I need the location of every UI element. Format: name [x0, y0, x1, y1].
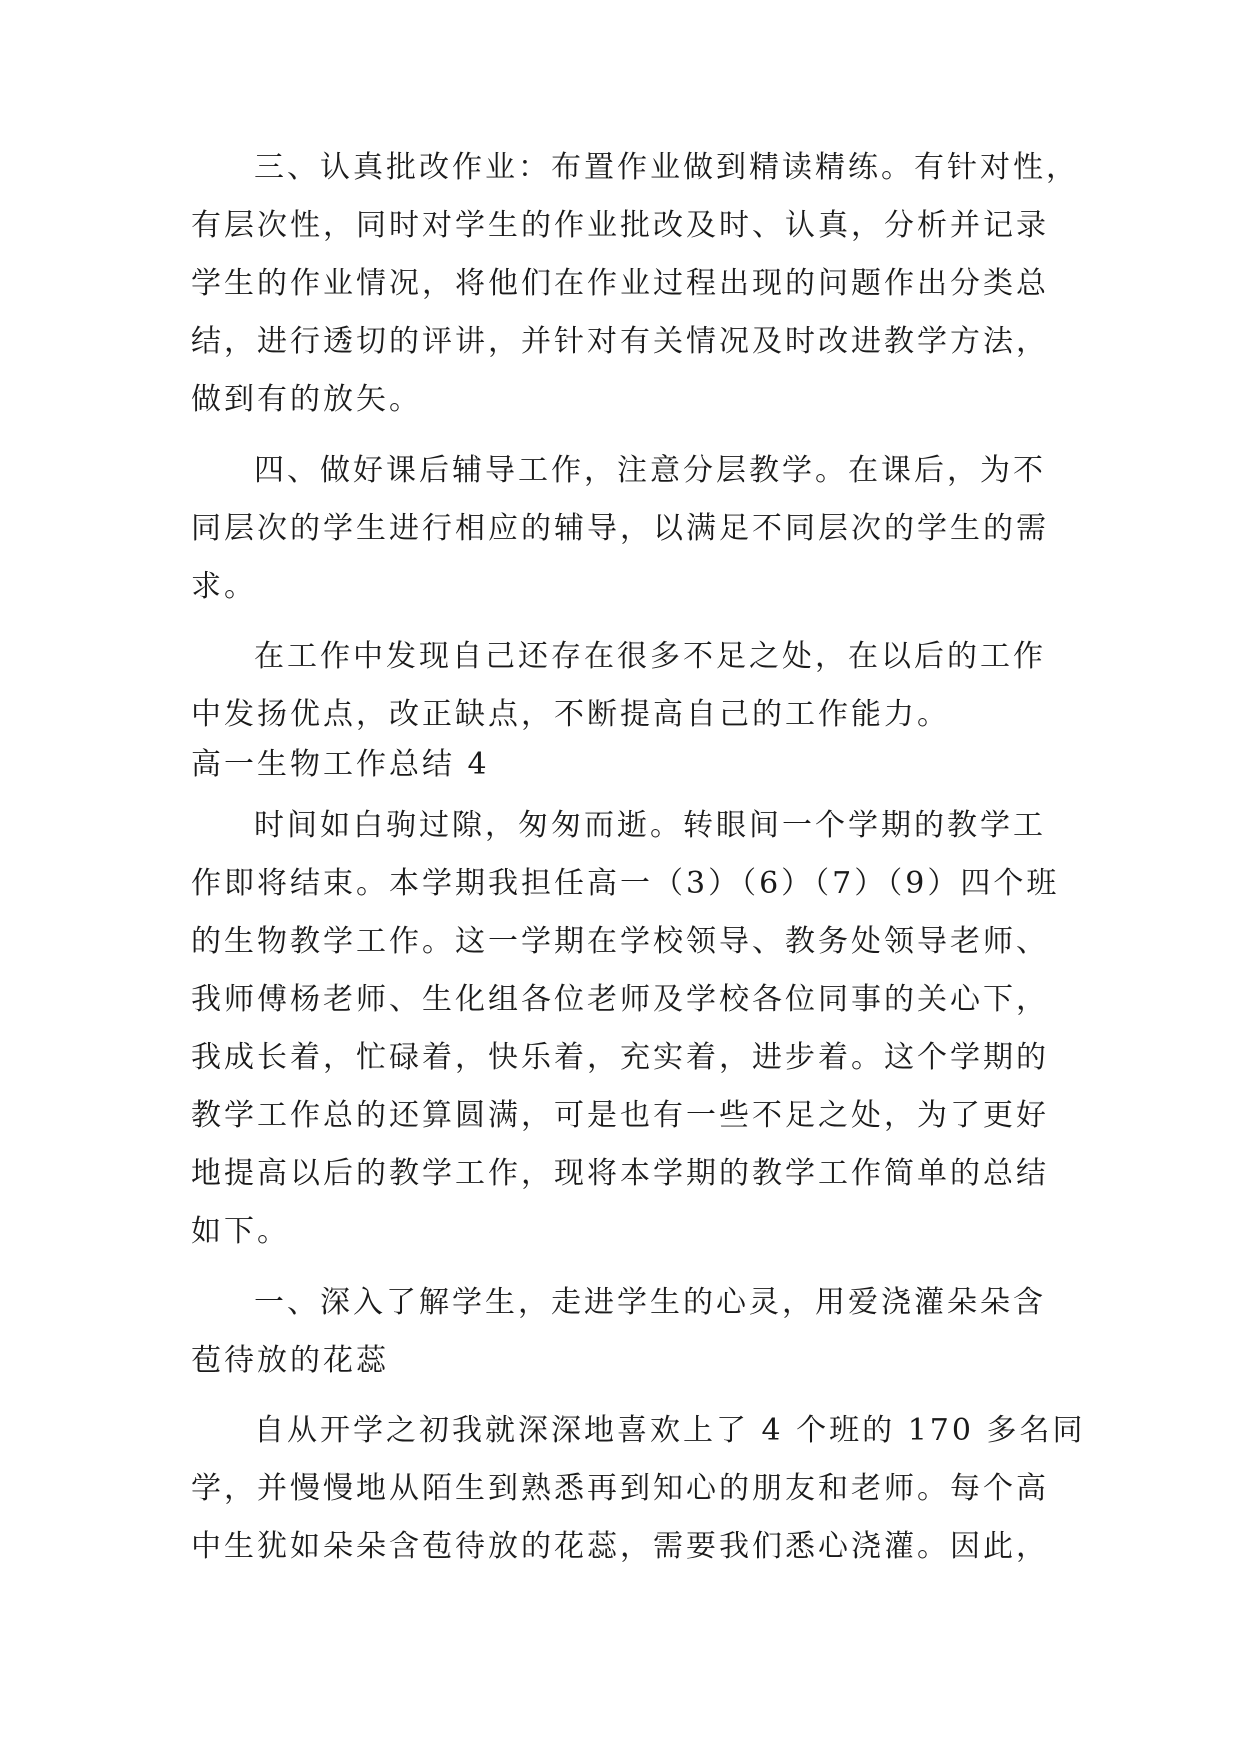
- text-line: 中发扬优点，改正缺点，不断提高自己的工作能力。: [191, 697, 950, 732]
- text-line: 作即将结束。本学期我担任高一（3）（6）（7）（9）四个班: [191, 866, 1060, 901]
- text-line: 自从开学之初我就深深地喜欢上了 4 个班的 170 多名同: [254, 1413, 1086, 1448]
- text-line: 的生物教学工作。这一学期在学校领导、教务处领导老师、: [191, 924, 1049, 959]
- text-line: 做到有的放矢。: [191, 382, 422, 417]
- text-line: 学，并慢慢地从陌生到熟悉再到知心的朋友和老师。每个高: [191, 1471, 1049, 1506]
- text-line: 求。: [191, 569, 257, 604]
- section-heading: 高一生物工作总结 4: [191, 747, 490, 782]
- text-line: 三、认真批改作业：布置作业做到精读精练。有针对性，: [254, 150, 1079, 185]
- text-line: 地提高以后的教学工作，现将本学期的教学工作简单的总结: [191, 1156, 1049, 1191]
- text-line: 一、深入了解学生，走进学生的心灵，用爱浇灌朵朵含: [254, 1285, 1046, 1320]
- text-line: 有层次性，同时对学生的作业批改及时、认真，分析并记录: [191, 208, 1049, 243]
- text-line: 时间如白驹过隙，匆匆而逝。转眼间一个学期的教学工: [254, 808, 1046, 843]
- text-line: 在工作中发现自己还存在很多不足之处，在以后的工作: [254, 639, 1046, 674]
- text-line: 如下。: [191, 1214, 290, 1249]
- text-line: 苞待放的花蕊: [191, 1343, 389, 1378]
- text-line: 学生的作业情况，将他们在作业过程出现的问题作出分类总: [191, 266, 1049, 301]
- text-line: 我成长着，忙碌着，快乐着，充实着，进步着。这个学期的: [191, 1040, 1049, 1075]
- text-line: 教学工作总的还算圆满，可是也有一些不足之处，为了更好: [191, 1098, 1049, 1133]
- text-line: 我师傅杨老师、生化组各位老师及学校各位同事的关心下，: [191, 982, 1049, 1017]
- text-line: 结，进行透切的评讲，并针对有关情况及时改进教学方法，: [191, 324, 1049, 359]
- text-line: 同层次的学生进行相应的辅导，以满足不同层次的学生的需: [191, 511, 1049, 546]
- text-line: 四、做好课后辅导工作，注意分层教学。在课后，为不: [254, 453, 1046, 488]
- text-line: 中生犹如朵朵含苞待放的花蕊，需要我们悉心浇灌。因此，: [191, 1529, 1049, 1564]
